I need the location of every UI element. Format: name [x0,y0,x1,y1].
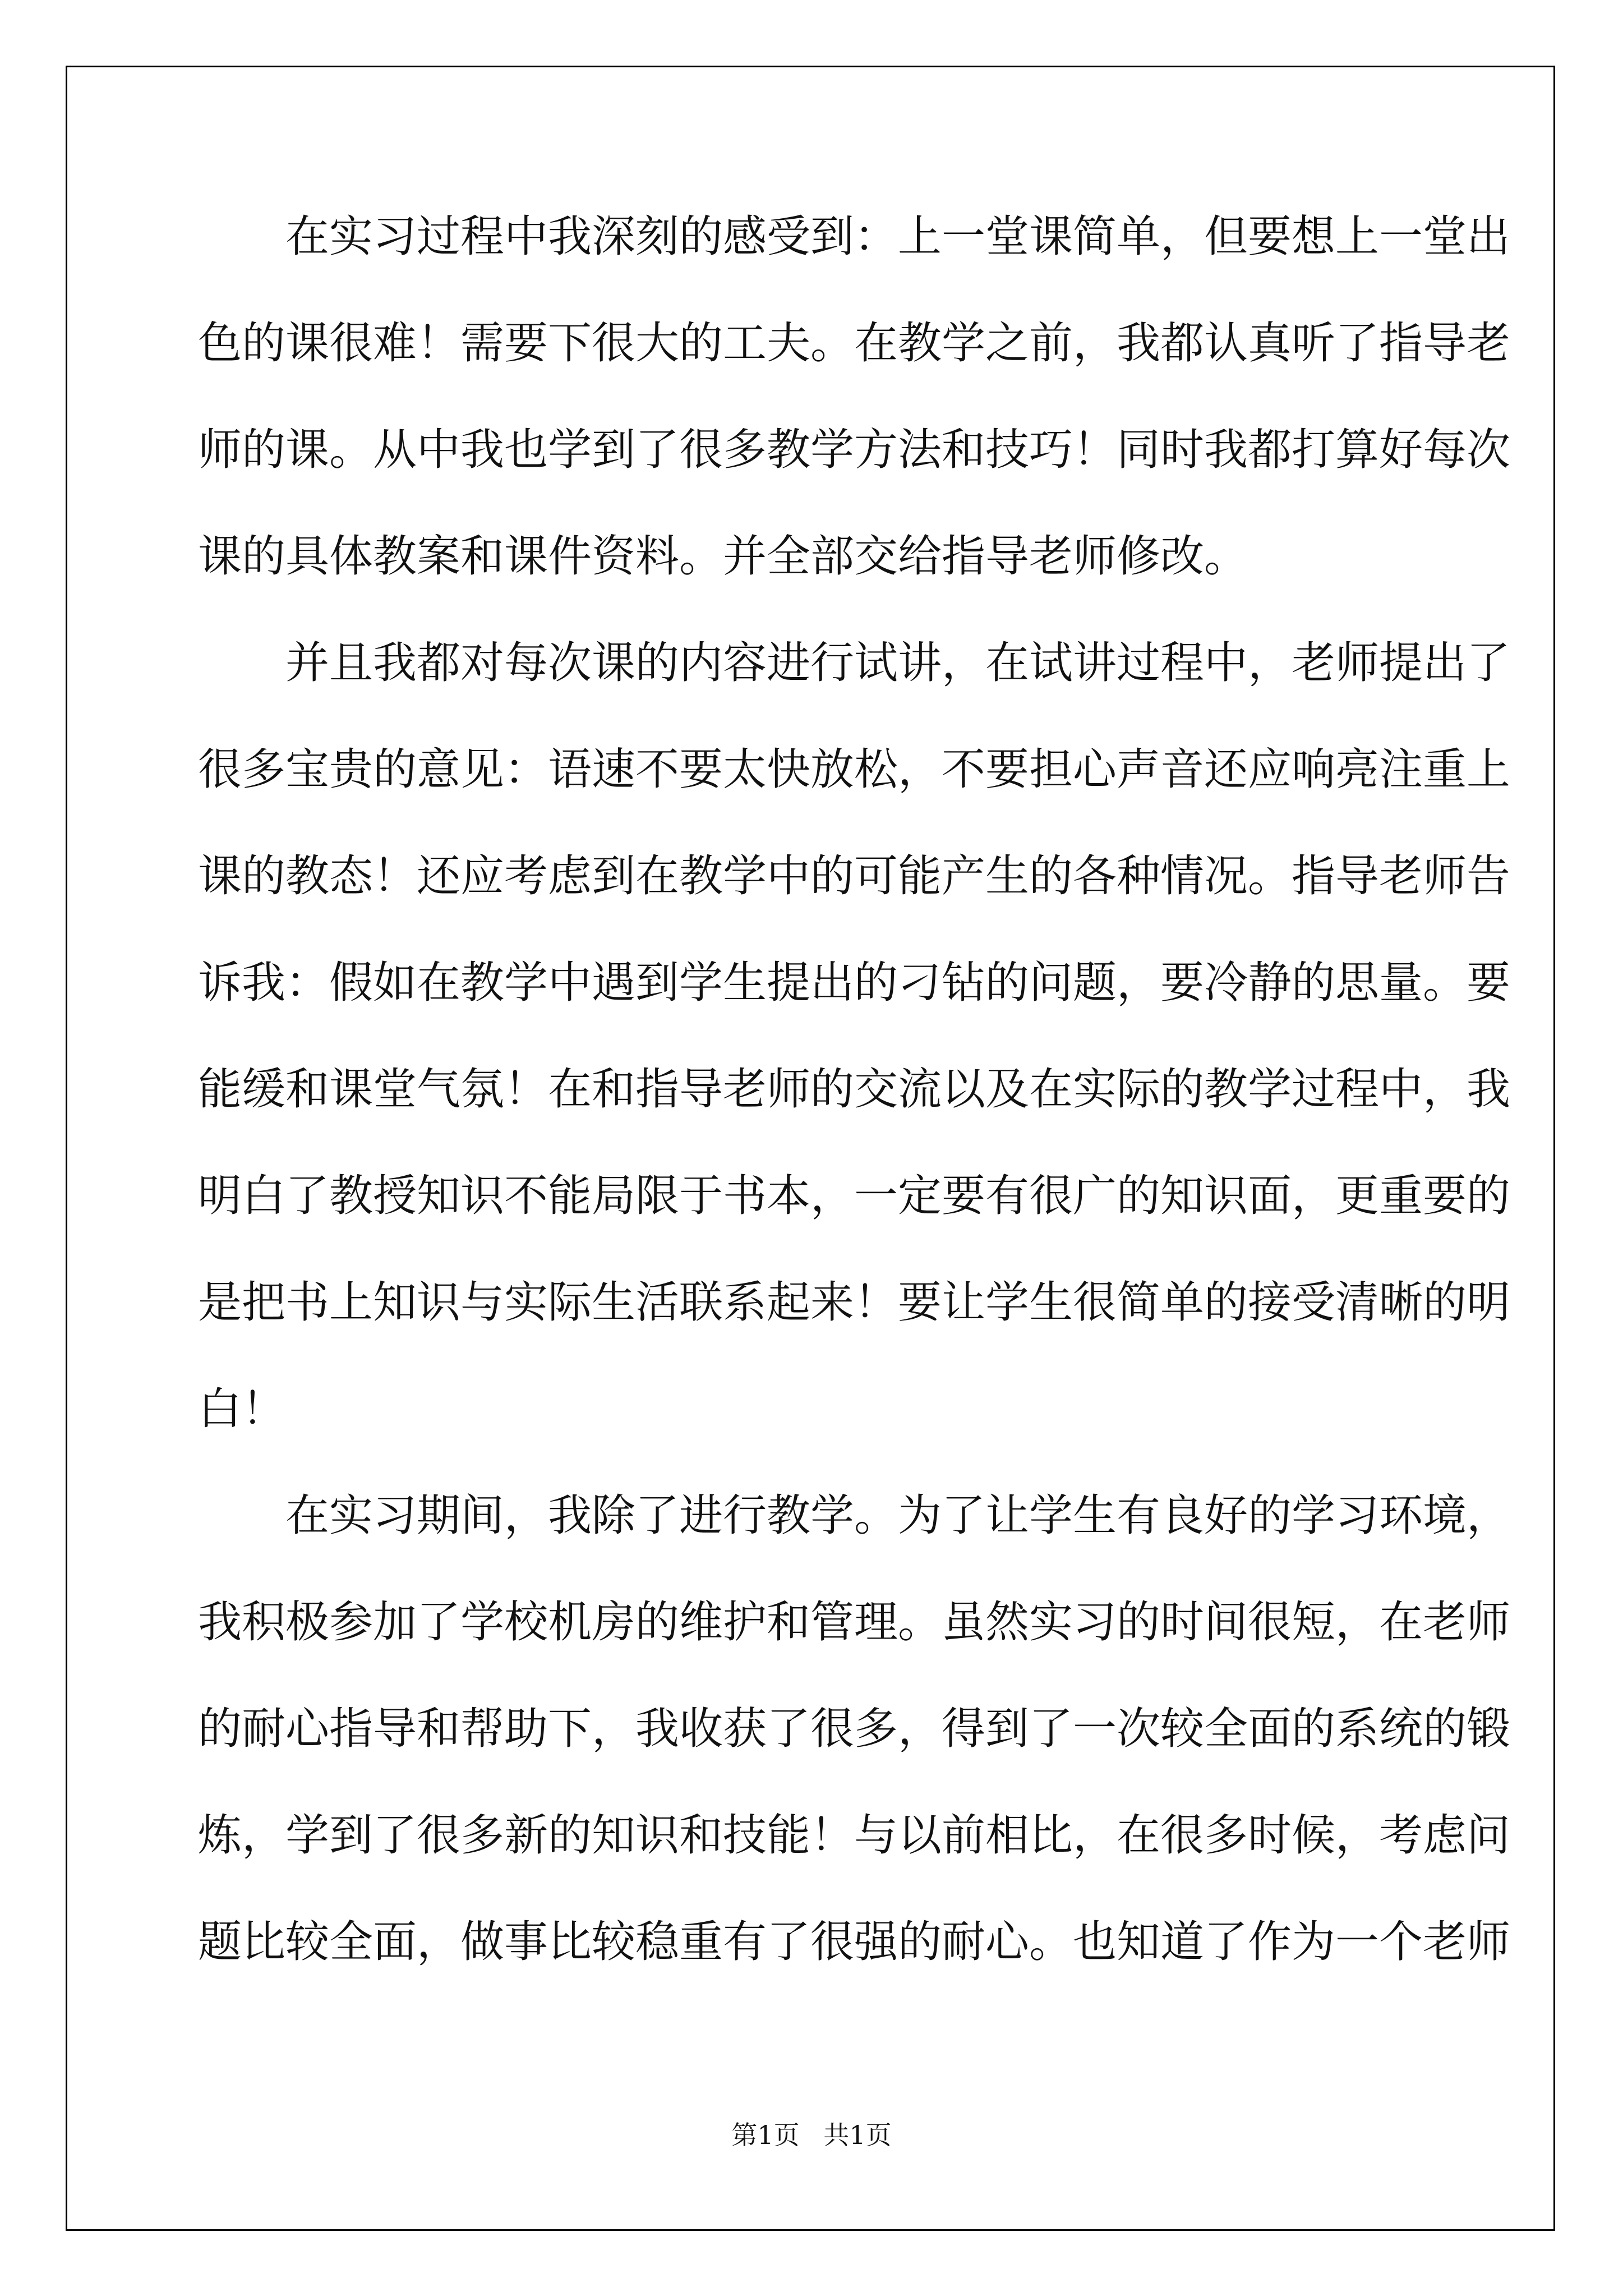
text-line: 诉我：假如在教学中遇到学生提出的刁钻的问题，要冷静的思量。要 [198,958,1511,1008]
page-total: 共1页 [823,2120,892,2150]
text-line: 并且我都对每次课的内容进行试讲，在试讲过程中，老师提出了 [198,638,1511,688]
text-line: 师的课。从中我也学到了很多教学方法和技巧！同时我都打算好每次 [198,425,1511,475]
text-line: 是把书上知识与实际生活联系起来！要让学生很简单的接受清晰的明 [198,1277,1511,1328]
text-line: 白！ [198,1384,286,1434]
text-line: 我积极参加了学校机房的维护和管理。虽然实习的时间很短，在老师 [198,1597,1511,1648]
text-line: 的耐心指导和帮助下，我收获了很多，得到了一次较全面的系统的锻 [198,1704,1511,1754]
text-line: 题比较全面，做事比较稳重有了很强的耐心。也知道了作为一个老师 [198,1917,1511,1967]
page-footer [0,2115,1623,2152]
text-line: 课的教态！还应考虑到在教学中的可能产生的各种情况。指导老师告 [198,851,1511,901]
text-line: 明白了教授知识不能局限于书本，一定要有很广的知识面，更重要的 [198,1171,1511,1221]
text-line: 色的课很难！需要下很大的工夫。在教学之前，我都认真听了指导老 [198,318,1511,369]
text-line: 在实习期间，我除了进行教学。为了让学生有良好的学习环境， [198,1490,1511,1541]
page-number: 第1页 [731,2120,800,2150]
text-line: 很多宝贵的意见：语速不要太快放松，不要担心声音还应响亮注重上 [198,744,1511,795]
text-line: 课的具体教案和课件资料。并全部交给指导老师修改。 [198,531,1248,582]
text-line: 炼，学到了很多新的知识和技能！与以前相比，在很多时候，考虑问 [198,1810,1511,1861]
text-line: 能缓和课堂气氛！在和指导老师的交流以及在实际的教学过程中，我 [198,1064,1511,1115]
page-border [66,66,1555,2231]
text-line: 在实习过程中我深刻的感受到：上一堂课简单，但要想上一堂出 [198,211,1511,262]
